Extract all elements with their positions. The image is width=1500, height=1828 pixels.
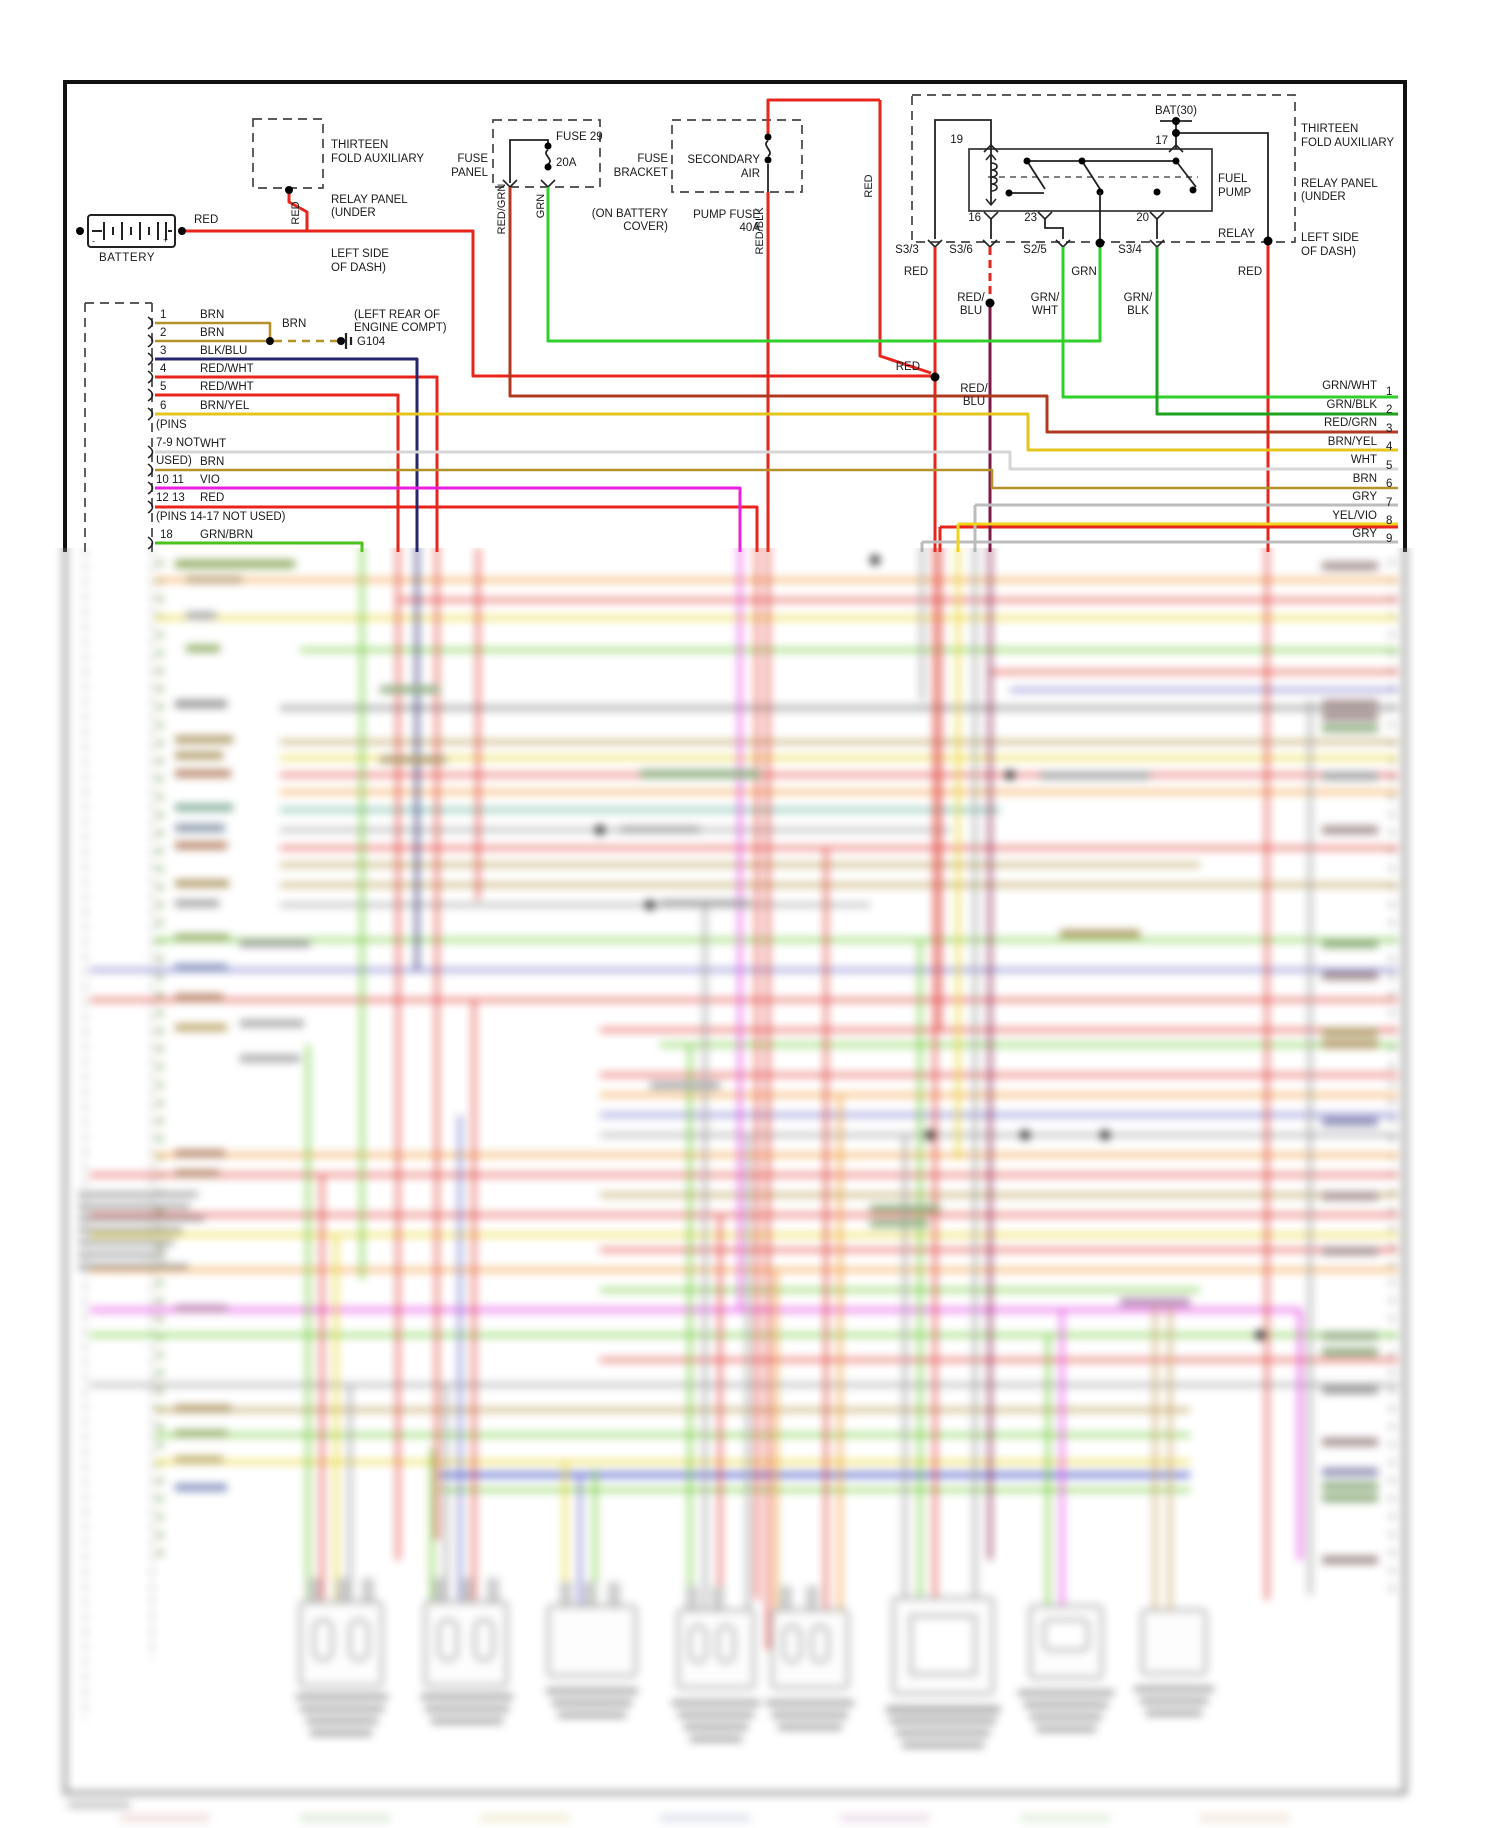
edge-pin: 2: [1386, 404, 1393, 416]
ecm-pin-color: GRN/BRN: [200, 529, 254, 541]
edge-pin: 4: [1386, 441, 1393, 453]
ecm-pin-num: 2: [160, 327, 167, 339]
relay-pin19: 19: [950, 134, 963, 146]
wire-wht: [155, 452, 1398, 469]
ecm-pin-color: BRN: [200, 327, 225, 339]
blurred-diagram-section: [0, 548, 1500, 1828]
relay-coil: [991, 163, 997, 191]
blur-ecm-box: [85, 548, 152, 1720]
blur-bottom-strip: [120, 1814, 1290, 1822]
s36-wire-label: RED/ BLU: [957, 292, 985, 317]
ecm-pin-color: BRN/YEL: [200, 400, 250, 412]
blur-vertical-wires: [308, 548, 1310, 1650]
ecm-pin-color: RED/WHT: [200, 381, 254, 393]
edge-pin: 7: [1386, 497, 1393, 509]
s33-wire-label: RED: [903, 266, 929, 278]
blur-left-text-block: [68, 1192, 204, 1808]
wire-brn-row6: [155, 470, 1398, 488]
junction-red-label: RED: [895, 361, 920, 373]
ecm-connector-box: [85, 303, 152, 552]
socket-s34: S3/4: [1118, 244, 1142, 256]
blur-border: [65, 548, 1405, 1793]
wire-battery-red: [186, 231, 931, 376]
ecm-pin-color: WHT: [200, 438, 227, 450]
edge-label: GRY: [1352, 491, 1377, 503]
ground-id: G104: [357, 336, 386, 348]
ecm-pin-color: BLK/BLU: [200, 345, 248, 357]
edge-label: BRN: [1352, 473, 1377, 485]
blur-horizontal-wires: [90, 580, 1398, 1560]
battery-plus: +: [163, 235, 169, 245]
blur-mid-labels: [380, 686, 1190, 1306]
ecm-pin-color: BRN: [200, 309, 225, 321]
ground-location: (LEFT REAR OF: [354, 309, 441, 321]
aux-panel-note-right: THIRTEEN FOLD AUXILIARY RELAY PANEL (UNDER LEFT SIDE OF DASH): [1301, 123, 1395, 258]
edge-pin: 9: [1386, 533, 1393, 545]
aux-panel-note-left: THIRTEEN FOLD AUXILIARY RELAY PANEL (UNDER LEFT SIDE OF DASH): [331, 139, 425, 274]
fuel-pump-relay-label: FUEL PUMP RELAY: [1218, 173, 1255, 240]
ground-location: ENGINE COMPT): [354, 322, 447, 334]
relay-pin17: 17: [1155, 135, 1168, 147]
ecm-note: (PINS 14-17 NOT USED): [156, 511, 286, 523]
ecm-pin-color: BRN: [200, 456, 225, 468]
fuse-bracket-label: FUSE BRACKET (ON BATTERY COVER): [591, 153, 668, 234]
ecm-note: USED): [156, 455, 192, 467]
secondary-air-fuse-label: SECONDARY AIR PUMP FUSE 40A: [687, 154, 760, 235]
socket-s36: S3/6: [949, 244, 973, 256]
red-blk-wire-label: RED/BLK: [754, 207, 766, 255]
edge-pin: 8: [1386, 515, 1393, 527]
ground-symbol-g104: [346, 333, 351, 349]
battery-label: BATTERY: [99, 252, 156, 264]
ecm-note: 7-9 NOT: [156, 437, 201, 449]
battery-wire-label: RED: [194, 214, 219, 226]
relay-pin20: 20: [1136, 212, 1149, 224]
edge-label: GRY: [1352, 528, 1377, 540]
ecm-pin-num: 18: [160, 529, 173, 541]
grn-wire-label: GRN: [535, 193, 547, 219]
blur-right-labels: [1322, 562, 1378, 1564]
edge-label: WHT: [1350, 454, 1377, 466]
fuse29-label: FUSE 29: [556, 131, 603, 143]
wire-red-feed: [768, 100, 931, 373]
edge-pin: 5: [1386, 460, 1393, 472]
ecm-pin-num: 3: [160, 345, 167, 357]
ecm-pin-color: VIO: [200, 474, 220, 486]
s34-wire-label: GRN/ BLK: [1123, 292, 1153, 317]
socket-s25: S2/5: [1023, 244, 1047, 256]
grn-stub-label: GRN: [1071, 266, 1097, 278]
edge-label: BRN/YEL: [1327, 436, 1377, 448]
fuel-pump-relay-symbol: [969, 149, 1212, 211]
bat30-label: BAT(30): [1155, 105, 1197, 117]
blur-connector-captions: [296, 1686, 1214, 1748]
fuse-panel-label: FUSE PANEL: [451, 153, 488, 179]
s25-wire-label: GRN/ WHT: [1030, 292, 1060, 317]
ecm-note: (PINS: [156, 419, 187, 431]
edge-label: YEL/VIO: [1332, 510, 1377, 522]
edge-label: GRN/BLK: [1326, 399, 1377, 411]
ecm-pin-num: 1: [160, 309, 167, 321]
ecm-pin-num: 12 13: [156, 492, 185, 504]
feed-red-label: RED: [863, 174, 875, 198]
relay-pin23: 23: [1024, 212, 1037, 224]
ecm-pin-color: RED: [200, 492, 225, 504]
edge-pin: 3: [1386, 423, 1393, 435]
battery-minus: -: [92, 236, 95, 246]
relay-pin16: 16: [968, 212, 981, 224]
junction-redblu-label: RED/ BLU: [960, 383, 988, 408]
blur-connectors: [300, 1578, 1206, 1694]
edge-pin: 1: [1386, 386, 1393, 398]
blur-ecm-labels: [175, 560, 310, 1491]
edge-pin: 6: [1386, 478, 1393, 490]
ecm-pin-num: 5: [160, 381, 167, 393]
red-grn-wire-label: RED/GRN: [496, 183, 508, 235]
ecm-pin-num: 10 11: [156, 474, 184, 486]
ecm-pin-num: 6: [160, 400, 167, 412]
branch-red-label: RED: [290, 201, 302, 225]
edge-label: RED/GRN: [1323, 417, 1377, 429]
aux-relay-panel-box-left: [253, 119, 323, 188]
right-red-label: RED: [1237, 266, 1263, 278]
socket-s33: S3/3: [895, 244, 919, 256]
edge-label: GRN/WHT: [1322, 380, 1377, 392]
fuse29-rating: 20A: [556, 157, 577, 169]
diagram-blur-layer: [0, 548, 1500, 1828]
ecm-pin-color: RED/WHT: [200, 363, 254, 375]
ground-wire-label: BRN: [282, 318, 307, 330]
ecm-pin-num: 4: [160, 363, 167, 375]
